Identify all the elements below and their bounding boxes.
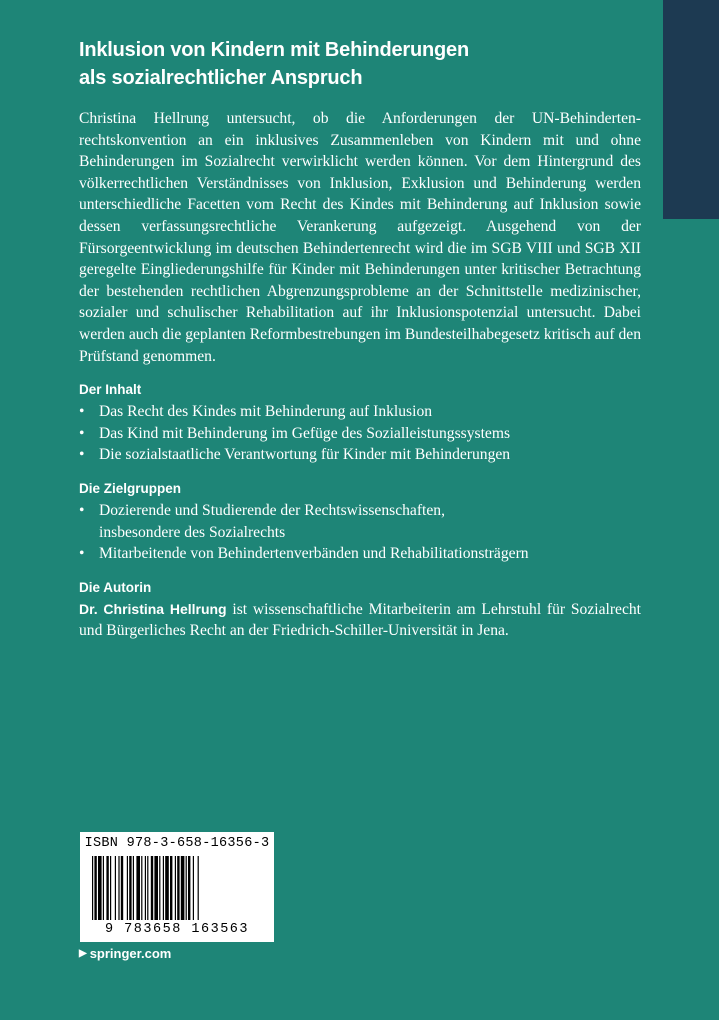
zielgruppen-heading: Die Zielgruppen bbox=[79, 480, 182, 496]
publisher-link[interactable] bbox=[79, 946, 171, 961]
isbn-barcode bbox=[80, 832, 274, 942]
author-text: ist wissenschaftliche Mitarbeiterin am Lehrstuhl für Sozialrecht und Bürgerliches Recht an der Friedrich-Schiller-Universität in Jena. bbox=[79, 600, 641, 640]
author-bio bbox=[79, 599, 641, 642]
arrow-right-icon: ▶ bbox=[79, 948, 87, 959]
abstract: Christina Hellrung untersucht, ob die Anforderungen der UN-Behindertenrechtskonvention an ein inklusives Zusammenleben von Kindern mit und ohne Behinderungen im Sozialrecht verwirklicht werden können. Vor dem Hintergrund des völkerrechtlichen Verständnisses von Inklusion, Exklusion und Behinderung werden unterschiedliche Facetten vom Recht des Kindes mit Behinderung auf Inklusion sowie dessen verfassungsrechtliche Verankerung aufgezeigt. Ausgehend von der Fürsorgeentwicklung im deutschen Behindertenrecht wird die im SGB VIII und SGB XII geregelte Eingliederungshilfe für Kinder mit Behinderungen unter kritischer Betrachtung der bestehenden rechtlichen Abgrenzungsprobleme an der Schnittstelle medizinischer, sozialer und schulischer Rehabilitation auf ihr Inklusionspotenzial untersucht. Dabei werden auch die geplanten Reformbestrebungen im Bundesteilhabegesetz kritisch auf den Prüfstand genommen. bbox=[79, 110, 641, 365]
barcode-bars-icon bbox=[92, 856, 264, 920]
list-item: • Die sozialstaatliche Verantwortung für Kinder mit Behinderungen bbox=[79, 444, 641, 466]
publisher-url: springer.com bbox=[89, 946, 172, 961]
color-tab bbox=[663, 0, 719, 219]
bullet-icon: • bbox=[79, 545, 85, 563]
autorin-heading: Die Autorin bbox=[79, 579, 152, 595]
bullet-icon: • bbox=[79, 403, 85, 421]
title-line-1: Inklusion von Kindern mit Behinderungen bbox=[79, 39, 469, 61]
inhalt-heading: Der Inhalt bbox=[79, 382, 142, 398]
zielgruppen-list bbox=[79, 500, 641, 565]
author-name: Dr. Christina Hellrung bbox=[79, 600, 227, 617]
list-item: • Das Kind mit Behinderung im Gefüge des Sozialleistungssystems bbox=[79, 423, 641, 445]
list-item: • Mitarbeitende von Behindertenverbänden und Rehabilitationsträgern bbox=[79, 543, 641, 565]
list-item: • Dozierende und Studierende der Rechtswissenschaften, insbesondere des Sozialrechts bbox=[79, 501, 445, 541]
title-line-2: als sozialrechtlicher Anspruch bbox=[79, 67, 363, 89]
barcode-digits: 9 783658 163563 bbox=[104, 922, 250, 937]
book-title bbox=[79, 36, 639, 92]
back-cover-text bbox=[79, 108, 641, 642]
bullet-icon: • bbox=[79, 424, 85, 442]
bullet-icon: • bbox=[79, 501, 85, 519]
isbn-number: ISBN 978-3-658-16356-3 bbox=[84, 836, 270, 851]
list-item: • Das Recht des Kindes mit Behinderung auf Inklusion bbox=[79, 401, 641, 423]
inhalt-list bbox=[79, 401, 641, 466]
bullet-icon: • bbox=[79, 446, 85, 464]
